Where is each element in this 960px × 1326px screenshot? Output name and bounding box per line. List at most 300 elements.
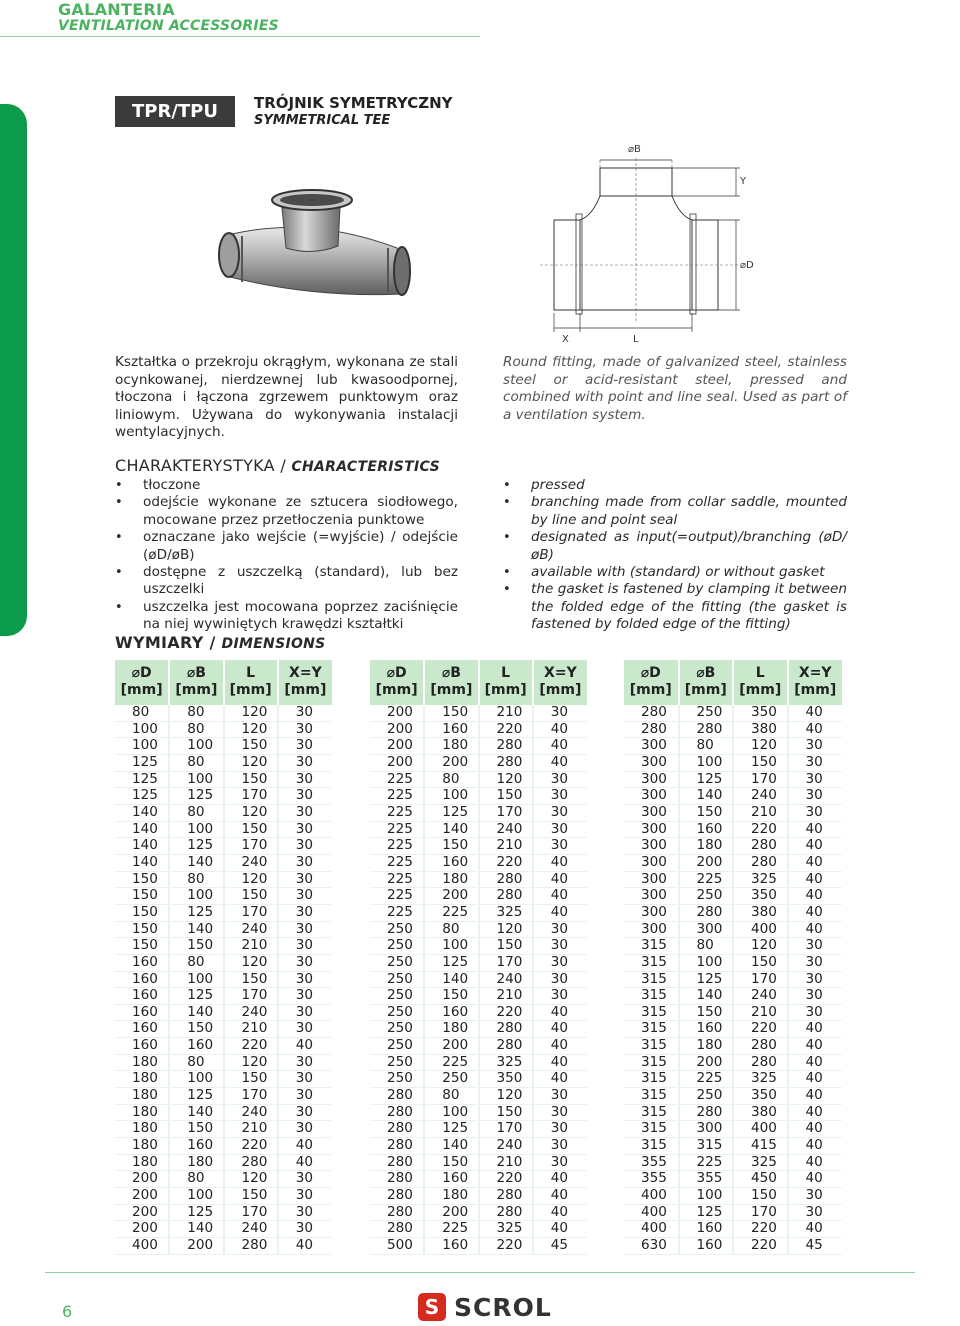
table-cell: 40	[788, 1021, 843, 1038]
table-cell: 160	[424, 1238, 478, 1255]
table-cell: 300	[624, 788, 679, 805]
product-title-pl: TRÓJNIK SYMETRYCZNY	[254, 94, 453, 112]
table-cell: 30	[278, 1188, 332, 1205]
table-cell: 30	[278, 821, 332, 838]
table-cell: 30	[788, 788, 843, 805]
table-cell: 180	[115, 1138, 169, 1155]
table-cell: 355	[679, 1171, 734, 1188]
table-row	[624, 988, 842, 1005]
table-cell: 315	[624, 1004, 679, 1021]
table-cell: 315	[624, 1088, 679, 1105]
table-cell: 30	[278, 938, 332, 955]
table-cell: 30	[278, 921, 332, 938]
table-row	[115, 804, 332, 821]
table-cell: 120	[479, 1088, 533, 1105]
table-cell: 125	[169, 838, 223, 855]
table-row	[370, 754, 587, 771]
table-cell: 160	[679, 1021, 734, 1038]
table-cell: 120	[733, 938, 788, 955]
table-cell: 315	[624, 971, 679, 988]
column-header-name: ⌀D	[386, 665, 407, 681]
table-cell: 80	[424, 771, 478, 788]
drawing-label-d: ⌀D	[740, 260, 754, 271]
table-cell: 300	[624, 821, 679, 838]
table-cell: 170	[224, 1204, 278, 1221]
table-row	[115, 954, 332, 971]
table-cell: 30	[533, 1088, 587, 1105]
table-cell: 225	[370, 838, 424, 855]
table-cell: 40	[278, 1154, 332, 1171]
logo-text: SCROL	[454, 1292, 552, 1322]
list-item: • oznaczane jako wejście (=wyjście) / odejście (øD/øB)	[115, 529, 458, 564]
table-cell: 40	[533, 1054, 587, 1071]
dimensions-table-1	[115, 660, 332, 1255]
table-row	[624, 1138, 842, 1155]
table-cell: 125	[169, 904, 223, 921]
table-cell: 150	[169, 938, 223, 955]
table-cell: 100	[679, 754, 734, 771]
column-header-unit: [mm]	[175, 682, 218, 698]
table-cell: 40	[533, 1171, 587, 1188]
column-header-unit: [mm]	[375, 682, 418, 698]
table-header-row	[370, 660, 587, 705]
table-row	[624, 971, 842, 988]
drawing-label-x: X	[562, 334, 569, 345]
table-cell: 120	[224, 1054, 278, 1071]
table-cell: 30	[533, 821, 587, 838]
table-row	[115, 854, 332, 871]
table-cell: 30	[788, 754, 843, 771]
table-cell: 30	[278, 804, 332, 821]
table-cell: 250	[370, 938, 424, 955]
table-cell: 250	[370, 988, 424, 1005]
table-cell: 210	[479, 838, 533, 855]
table-cell: 30	[278, 904, 332, 921]
table-row	[624, 1004, 842, 1021]
dimensions-title-pl: WYMIARY	[115, 633, 204, 652]
section-title-pl: GALANTERIA	[58, 0, 175, 19]
table-cell: 160	[424, 1171, 478, 1188]
table-row	[115, 1021, 332, 1038]
table-cell: 140	[169, 854, 223, 871]
table-row	[624, 721, 842, 738]
table-row	[370, 821, 587, 838]
table-cell: 220	[479, 721, 533, 738]
table-cell: 225	[424, 904, 478, 921]
table-cell: 300	[624, 754, 679, 771]
table-cell: 150	[424, 1154, 478, 1171]
table-cell: 180	[115, 1071, 169, 1088]
table-cell: 150	[424, 838, 478, 855]
table-row	[370, 1071, 587, 1088]
table-cell: 220	[224, 1138, 278, 1155]
characteristics-list-en	[503, 477, 847, 634]
table-cell: 240	[733, 988, 788, 1005]
table-row	[370, 705, 587, 721]
table-cell: 150	[224, 971, 278, 988]
table-cell: 100	[169, 771, 223, 788]
column-header-unit: [mm]	[794, 682, 837, 698]
side-accent-bar	[0, 104, 27, 636]
table-cell: 100	[169, 1188, 223, 1205]
table-cell: 80	[169, 871, 223, 888]
table-cell: 210	[479, 705, 533, 721]
table-cell: 280	[679, 904, 734, 921]
table-row	[115, 1038, 332, 1055]
table-row	[624, 888, 842, 905]
table-cell: 120	[479, 771, 533, 788]
table-cell: 315	[624, 938, 679, 955]
table-cell: 40	[788, 721, 843, 738]
table-cell: 30	[278, 1071, 332, 1088]
table-cell: 220	[733, 1238, 788, 1255]
table-cell: 170	[224, 988, 278, 1005]
table-row	[624, 1038, 842, 1055]
table-cell: 30	[278, 705, 332, 721]
table-row	[624, 938, 842, 955]
table-cell: 125	[679, 771, 734, 788]
table-cell: 355	[624, 1171, 679, 1188]
table-cell: 280	[370, 1204, 424, 1221]
table-row	[115, 1221, 332, 1238]
table-cell: 40	[278, 1138, 332, 1155]
table-cell: 225	[370, 788, 424, 805]
table-cell: 250	[679, 705, 734, 721]
table-cell: 40	[788, 854, 843, 871]
table-cell: 315	[624, 1038, 679, 1055]
table-cell: 325	[733, 1154, 788, 1171]
table-cell: 120	[224, 804, 278, 821]
table-cell: 300	[679, 1121, 734, 1138]
drawing-label-l: L	[633, 334, 639, 345]
table-cell: 30	[278, 1171, 332, 1188]
table-cell: 350	[733, 888, 788, 905]
table-cell: 30	[278, 871, 332, 888]
table-cell: 140	[424, 1138, 478, 1155]
table-cell: 170	[224, 904, 278, 921]
table-cell: 45	[788, 1238, 843, 1255]
table-cell: 30	[788, 804, 843, 821]
table-cell: 240	[479, 821, 533, 838]
table-cell: 315	[624, 1121, 679, 1138]
list-item: • dostępne z uszczelką (standard), lub bez uszczelki	[115, 564, 458, 599]
table-cell: 250	[370, 954, 424, 971]
list-item: • odejście wykonane ze sztucera siodłowego, mocowane przez przetłoczenia punktowe	[115, 494, 458, 529]
table-cell: 180	[424, 871, 478, 888]
table-header-row	[624, 660, 842, 705]
table-cell: 240	[479, 1138, 533, 1155]
table-cell: 150	[115, 938, 169, 955]
table-cell: 250	[424, 1071, 478, 1088]
column-header	[479, 660, 533, 705]
table-cell: 315	[624, 1138, 679, 1155]
table-cell: 30	[533, 705, 587, 721]
table-row	[624, 838, 842, 855]
table-cell: 315	[624, 1104, 679, 1121]
table-cell: 150	[733, 1188, 788, 1205]
table-cell: 325	[479, 904, 533, 921]
table-row	[115, 788, 332, 805]
table-cell: 170	[733, 971, 788, 988]
table-cell: 120	[224, 954, 278, 971]
table-cell: 280	[479, 888, 533, 905]
table-cell: 125	[115, 771, 169, 788]
column-header-unit: [mm]	[629, 682, 672, 698]
table-cell: 160	[115, 1038, 169, 1055]
table-row	[370, 921, 587, 938]
table-cell: 140	[169, 921, 223, 938]
table-cell: 200	[370, 721, 424, 738]
table-cell: 30	[788, 954, 843, 971]
table-cell: 280	[733, 1038, 788, 1055]
table-cell: 100	[169, 738, 223, 755]
table-cell: 40	[533, 871, 587, 888]
table-cell: 160	[424, 721, 478, 738]
list-item: • designated as input(=output)/branching (øD/øB)	[503, 529, 847, 564]
table-row	[624, 904, 842, 921]
table-cell: 40	[788, 1104, 843, 1121]
table-row	[370, 888, 587, 905]
table-cell: 125	[169, 1088, 223, 1105]
table-row	[115, 705, 332, 721]
table-cell: 100	[679, 1188, 734, 1205]
table-row	[115, 1204, 332, 1221]
table-cell: 220	[733, 821, 788, 838]
table-cell: 125	[115, 788, 169, 805]
column-header-name: ⌀D	[131, 665, 152, 681]
table-cell: 125	[679, 1204, 734, 1221]
table-row	[370, 1221, 587, 1238]
table-cell: 45	[533, 1238, 587, 1255]
table-row	[624, 738, 842, 755]
table-cell: 380	[733, 721, 788, 738]
column-header-name: ⌀D	[640, 665, 661, 681]
table-row	[115, 821, 332, 838]
table-cell: 125	[679, 971, 734, 988]
table-cell: 100	[169, 888, 223, 905]
table-cell: 400	[624, 1204, 679, 1221]
table-cell: 200	[424, 888, 478, 905]
table-row	[370, 1138, 587, 1155]
table-row	[624, 821, 842, 838]
table-cell: 240	[224, 1221, 278, 1238]
table-cell: 380	[733, 904, 788, 921]
table-row	[624, 954, 842, 971]
characteristics-list-pl	[115, 477, 458, 634]
table-row	[115, 1088, 332, 1105]
table-cell: 325	[733, 1071, 788, 1088]
table-cell: 170	[479, 1121, 533, 1138]
table-cell: 280	[624, 705, 679, 721]
table-cell: 280	[224, 1154, 278, 1171]
table-row	[115, 888, 332, 905]
characteristics-title-pl: CHARAKTERYSTYKA	[115, 456, 275, 475]
table-cell: 180	[169, 1154, 223, 1171]
column-header-unit: [mm]	[120, 682, 163, 698]
table-cell: 150	[424, 705, 478, 721]
table-cell: 140	[115, 838, 169, 855]
table-cell: 40	[533, 1004, 587, 1021]
table-cell: 30	[533, 921, 587, 938]
table-cell: 80	[169, 705, 223, 721]
dimensions-separator: /	[209, 633, 216, 652]
table-row	[115, 1121, 332, 1138]
table-cell: 30	[278, 754, 332, 771]
table-row	[370, 1238, 587, 1255]
column-header-unit: [mm]	[739, 682, 782, 698]
table-cell: 30	[788, 1204, 843, 1221]
column-header-unit: [mm]	[539, 682, 582, 698]
table-row	[370, 1188, 587, 1205]
table-cell: 30	[788, 971, 843, 988]
table-row	[624, 1188, 842, 1205]
table-cell: 30	[533, 1104, 587, 1121]
table-cell: 150	[424, 988, 478, 1005]
table-cell: 280	[370, 1221, 424, 1238]
table-cell: 225	[370, 804, 424, 821]
table-cell: 250	[370, 971, 424, 988]
table-cell: 280	[370, 1138, 424, 1155]
table-cell: 300	[679, 921, 734, 938]
table-cell: 125	[424, 1121, 478, 1138]
table-cell: 150	[479, 938, 533, 955]
table-cell: 300	[624, 738, 679, 755]
product-title-en: SYMMETRICAL TEE	[254, 113, 391, 128]
list-item: • the gasket is fastened by clamping it between the folded edge of the fitting (the gasket is fastened by folded edge of the fitting)	[503, 581, 847, 633]
table-cell: 40	[533, 1038, 587, 1055]
table-cell: 30	[533, 938, 587, 955]
table-cell: 125	[115, 754, 169, 771]
table-cell: 355	[624, 1154, 679, 1171]
table-cell: 170	[224, 788, 278, 805]
table-cell: 280	[370, 1088, 424, 1105]
table-cell: 240	[479, 971, 533, 988]
table-cell: 30	[533, 788, 587, 805]
table-cell: 325	[733, 871, 788, 888]
table-cell: 30	[788, 938, 843, 955]
table-cell: 125	[424, 804, 478, 821]
list-item: • pressed	[503, 477, 847, 494]
table-row	[115, 1238, 332, 1255]
table-row	[115, 871, 332, 888]
table-row	[370, 1154, 587, 1171]
list-item: • available with (standard) or without gasket	[503, 564, 847, 581]
column-header	[224, 660, 278, 705]
table-cell: 40	[278, 1238, 332, 1255]
table-cell: 30	[278, 721, 332, 738]
table-cell: 225	[424, 1221, 478, 1238]
table-cell: 150	[169, 1121, 223, 1138]
table-cell: 220	[733, 1221, 788, 1238]
table-cell: 30	[278, 1221, 332, 1238]
table-cell: 210	[733, 1004, 788, 1021]
table-cell: 315	[624, 1021, 679, 1038]
table-cell: 40	[788, 921, 843, 938]
table-row	[370, 938, 587, 955]
table-cell: 170	[479, 804, 533, 821]
table-cell: 120	[733, 738, 788, 755]
table-row	[370, 1021, 587, 1038]
table-cell: 250	[370, 921, 424, 938]
table-cell: 30	[278, 1204, 332, 1221]
table-cell: 280	[370, 1104, 424, 1121]
table-cell: 80	[169, 754, 223, 771]
table-cell: 280	[733, 838, 788, 855]
table-cell: 210	[479, 988, 533, 1005]
table-cell: 140	[169, 1104, 223, 1121]
table-cell: 210	[733, 804, 788, 821]
table-cell: 100	[424, 788, 478, 805]
table-cell: 120	[224, 1171, 278, 1188]
scrol-logo	[418, 1292, 552, 1322]
table-cell: 280	[370, 1188, 424, 1205]
table-cell: 125	[424, 954, 478, 971]
table-cell: 140	[115, 821, 169, 838]
table-cell: 180	[424, 1188, 478, 1205]
table-cell: 140	[169, 1004, 223, 1021]
table-row	[115, 838, 332, 855]
table-cell: 225	[679, 871, 734, 888]
table-cell: 40	[533, 1021, 587, 1038]
table-cell: 160	[679, 1238, 734, 1255]
table-row	[370, 1054, 587, 1071]
table-cell: 160	[679, 821, 734, 838]
table-cell: 150	[679, 804, 734, 821]
table-cell: 300	[624, 921, 679, 938]
table-cell: 170	[479, 954, 533, 971]
table-cell: 150	[224, 738, 278, 755]
table-cell: 30	[278, 1088, 332, 1105]
table-cell: 30	[533, 1154, 587, 1171]
table-cell: 40	[788, 1071, 843, 1088]
table-cell: 200	[424, 1038, 478, 1055]
table-row	[370, 988, 587, 1005]
table-cell: 200	[115, 1188, 169, 1205]
table-cell: 210	[224, 938, 278, 955]
table-cell: 80	[169, 721, 223, 738]
table-row	[115, 721, 332, 738]
table-row	[624, 771, 842, 788]
table-cell: 180	[115, 1054, 169, 1071]
list-item: • tłoczone	[115, 477, 458, 494]
table-cell: 40	[533, 1071, 587, 1088]
table-cell: 200	[115, 1221, 169, 1238]
table-cell: 160	[115, 954, 169, 971]
table-cell: 125	[169, 788, 223, 805]
table-row	[624, 854, 842, 871]
table-row	[115, 1071, 332, 1088]
table-cell: 160	[115, 988, 169, 1005]
table-row	[624, 1204, 842, 1221]
table-row	[115, 1138, 332, 1155]
characteristics-title-en: CHARACTERISTICS	[291, 459, 440, 475]
table-cell: 40	[788, 1054, 843, 1071]
table-cell: 40	[788, 1171, 843, 1188]
table-cell: 30	[788, 771, 843, 788]
table-cell: 80	[424, 1088, 478, 1105]
drawing-label-y: Y	[740, 176, 747, 187]
column-header-name: X=Y	[798, 665, 832, 681]
table-cell: 80	[169, 1054, 223, 1071]
table-cell: 380	[733, 1104, 788, 1121]
table-row	[115, 938, 332, 955]
table-cell: 30	[278, 1004, 332, 1021]
table-cell: 160	[424, 1004, 478, 1021]
table-cell: 225	[370, 871, 424, 888]
column-header-name: X=Y	[289, 665, 322, 681]
table-cell: 210	[224, 1121, 278, 1138]
table-cell: 300	[624, 838, 679, 855]
